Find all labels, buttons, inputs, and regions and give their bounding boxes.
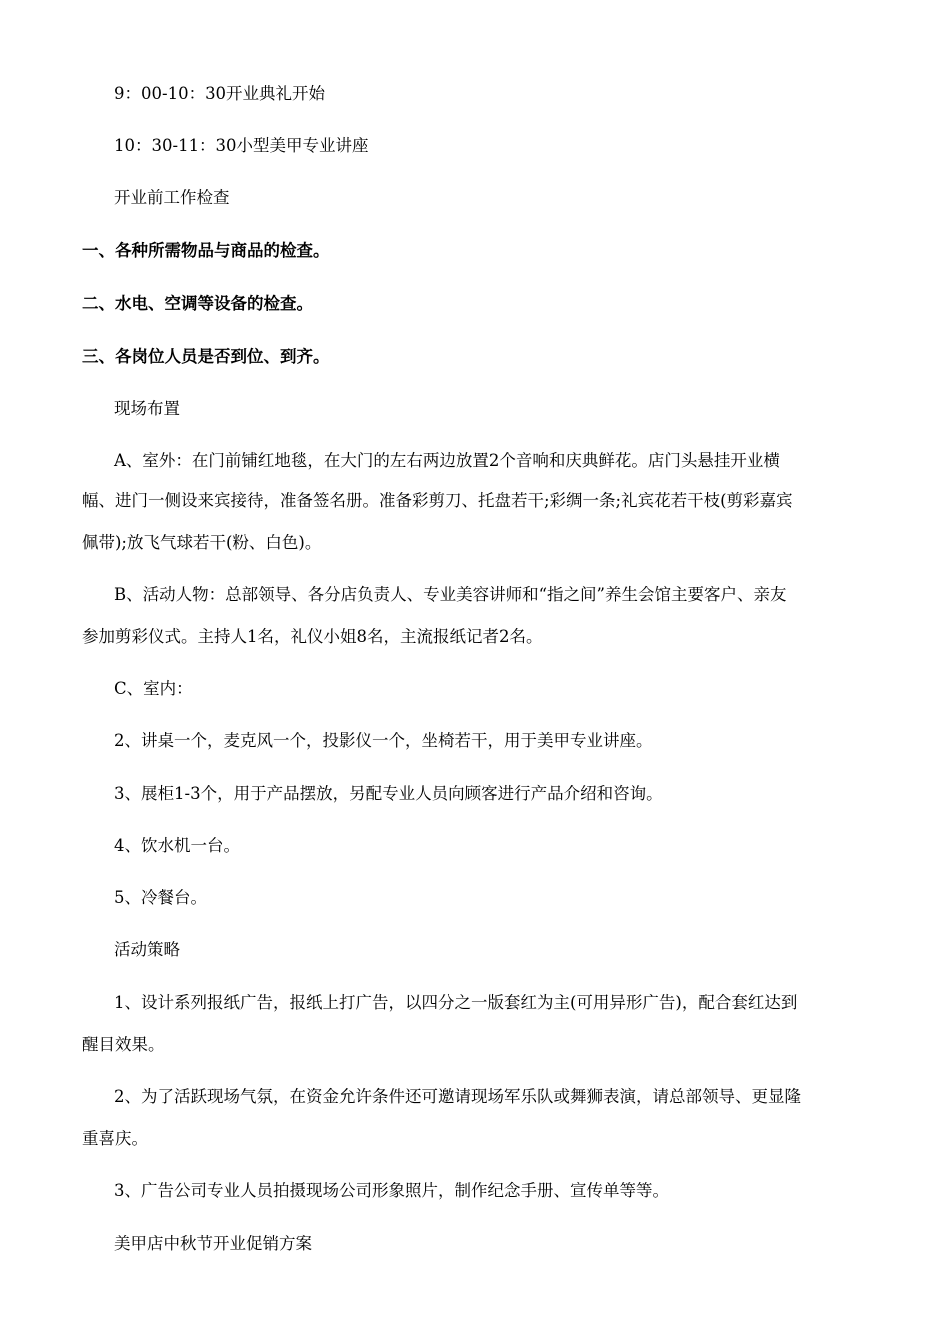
indoor-item-3: 3、展柜1-3个，用于产品摆放，另配专业人员向顾客进行产品介绍和咨询。: [114, 784, 663, 803]
indoor-item-2: 2、讲桌一个，麦克风一个，投影仪一个，坐椅若干，用于美甲专业讲座。: [114, 731, 653, 750]
section-heading-venue-setup: 现场布置: [114, 399, 180, 418]
people-paragraph-line-2: 参加剪彩仪式。主持人1名，礼仪小姐8名，主流报纸记者2名。: [82, 627, 543, 646]
outdoor-paragraph-line-2: 幅、进门一侧设来宾接待，准备签名册。准备彩剪刀、托盘若干;彩绸一条;礼宾花若干枝(剪彩嘉宾: [82, 491, 793, 510]
outdoor-paragraph-line-3: 佩带);放飞气球若干(粉、白色)。: [82, 533, 322, 552]
check-item-1: 一、各种所需物品与商品的检查。: [82, 241, 330, 260]
indoor-item-5: 5、冷餐台。: [114, 888, 207, 907]
section-heading-mid-autumn-plan: 美甲店中秋节开业促销方案: [114, 1234, 312, 1253]
schedule-line-opening: 9：00-10：30开业典礼开始: [114, 84, 326, 103]
strategy-item-2-line-1: 2、为了活跃现场气氛，在资金允许条件还可邀请现场军乐队或舞狮表演，请总部领导、更显隆: [114, 1087, 801, 1106]
check-item-3: 三、各岗位人员是否到位、到齐。: [82, 347, 330, 366]
strategy-item-3: 3、广告公司专业人员拍摄现场公司形象照片，制作纪念手册、宣传单等等。: [114, 1181, 669, 1200]
indoor-heading: C、室内：: [114, 679, 193, 698]
schedule-line-lecture: 10：30-11：30小型美甲专业讲座: [114, 136, 369, 155]
indoor-item-4: 4、饮水机一台。: [114, 836, 240, 855]
check-item-2: 二、水电、空调等设备的检查。: [82, 294, 313, 313]
strategy-item-1-line-1: 1、设计系列报纸广告，报纸上打广告，以四分之一版套红为主(可用异形广告)，配合套红达到: [114, 993, 798, 1012]
section-heading-activity-strategy: 活动策略: [114, 940, 180, 959]
strategy-item-1-line-2: 醒目效果。: [82, 1035, 165, 1054]
people-paragraph-line-1: B、活动人物：总部领导、各分店负责人、专业美容讲师和“指之间”养生会馆主要客户、亲友: [114, 585, 787, 604]
strategy-item-2-line-2: 重喜庆。: [82, 1129, 148, 1148]
section-heading-pre-opening-check: 开业前工作检查: [114, 188, 230, 207]
outdoor-paragraph-line-1: A、室外：在门前铺红地毯，在大门的左右两边放置2个音响和庆典鲜花。店门头悬挂开业横: [114, 451, 780, 470]
